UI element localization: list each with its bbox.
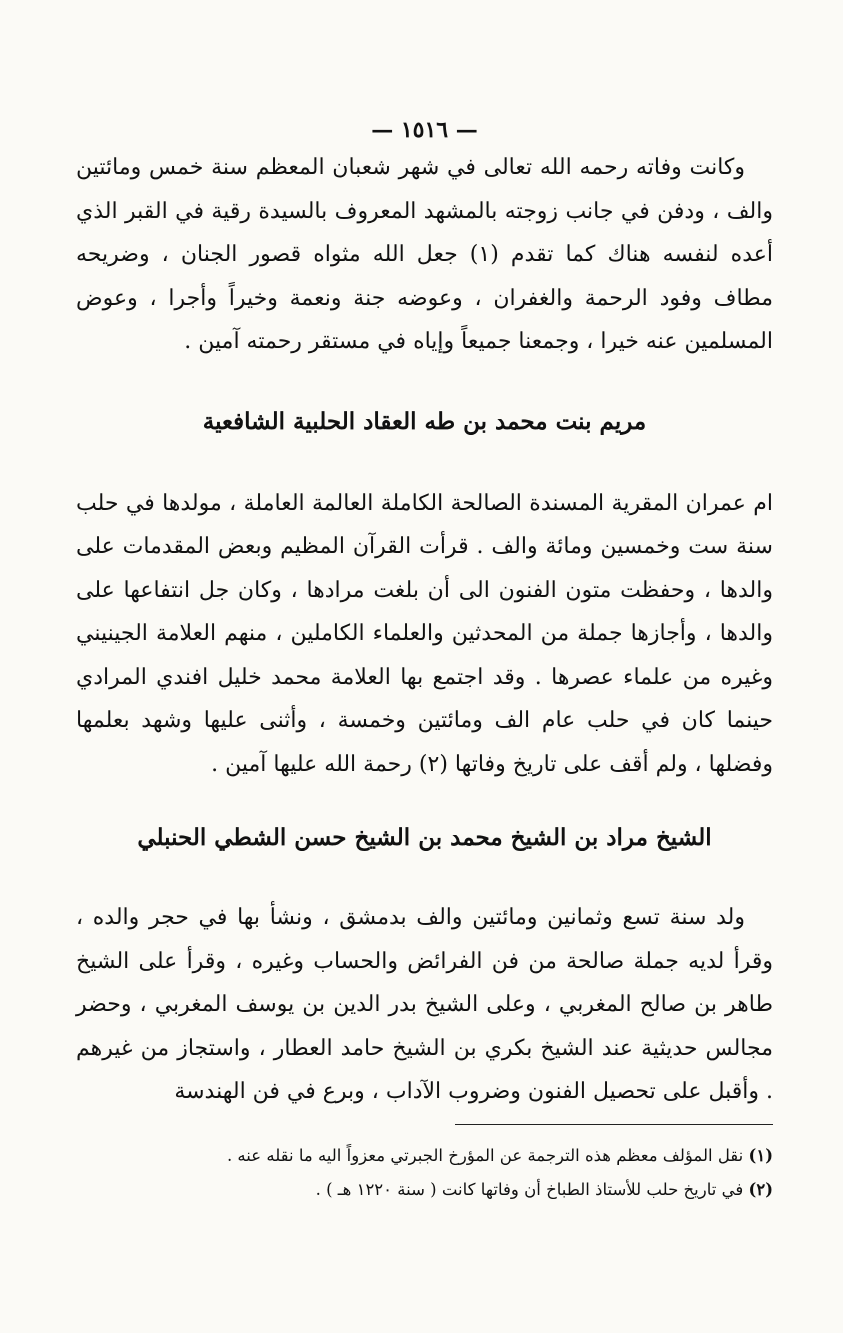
section-heading-murad: الشيخ مراد بن الشيخ محمد بن الشيخ حسن الشطي الحنبلي: [137, 824, 712, 851]
section-heading-maryam: مريم بنت محمد بن طه العقاد الحلبية الشافعية: [202, 407, 647, 435]
footnote-divider: [455, 1124, 773, 1125]
footnote-1: [76, 1139, 773, 1173]
paragraph-murad-biography: ولد سنة تسع وثمانين ومائتين والف بدمشق ، ونشأ بها في حجر والده ، وقرأ لديه جملة صالحة من فن الفرائض والحساب وغيره ، وقرأ على الشيخ طاهر بن صالح المغربي ، وعلى الشيخ بدر الدين بن يوسف المغربي ، وحضر مجالس حديثية عند الشيخ بكري بن الشيخ حامد العطار ، واستجاز من غيرهم . وأقبل على تحصيل الفنون وضروب الآداب ، وبرع في فن الهندسة: [76, 905, 773, 1104]
footnote-2-number: (٢): [748, 1179, 773, 1199]
footnote-1-text: نقل المؤلف معظم هذه الترجمة عن المؤرخ الجبرتي معزواً اليه ما نقله عنه .: [226, 1145, 744, 1165]
paragraph-maryam-biography: ام عمران المقرية المسندة الصالحة الكاملة العالمة العاملة ، مولدها في حلب سنة ست وخمسين ومائة والف . قرأت القرآن المظيم وبعض المقدمات على والدها ، وحفظت متون الفنون الى أن بلغت مرادها ، وكان جل انتفاعها على والدها ، وأجازها جملة من المحدثين والعلماء الكاملين ، منهم العلامة الجينيني وغيره من علماء عصرها . وقد اجتمع بها العلامة محمد خليل افندي المرادي حينما كان في حلب عام الف ومائتين وخمسة ، وأثنى عليها وشهد بعلمها وفضلها ، ولم أقف على تاريخ وفاتها (٢) رحمة الله عليها آمين .: [76, 490, 773, 777]
page-number: — ١٥١٦ —: [371, 117, 478, 143]
paragraph-death-notice: وكانت وفاته رحمه الله تعالى في شهر شعبان المعظم سنة خمس ومائتين والف ، ودفن في جانب زوجته بالمشهد المعروف بالسيدة رقية في القبر الذي أعده لنفسه هناك كما تقدم (١) جعل الله مثواه قصور الجنان ، وضريحه مطاف وفود الرحمة والغفران ، وعوضه جنة ونعمة وخيراً وأجرا ، وعوض المسلمين عنه خيرا ، وجمعنا جميعاً وإياه في مستقر رحمته آمين .: [76, 155, 773, 354]
footnote-2-text: في تاريخ حلب للأستاذ الطباخ أن وفاتها كانت ( سنة ١٢٢٠ هـ ) .: [315, 1179, 744, 1199]
footnote-1-number: (١): [748, 1145, 773, 1165]
footnote-2: [76, 1173, 773, 1207]
